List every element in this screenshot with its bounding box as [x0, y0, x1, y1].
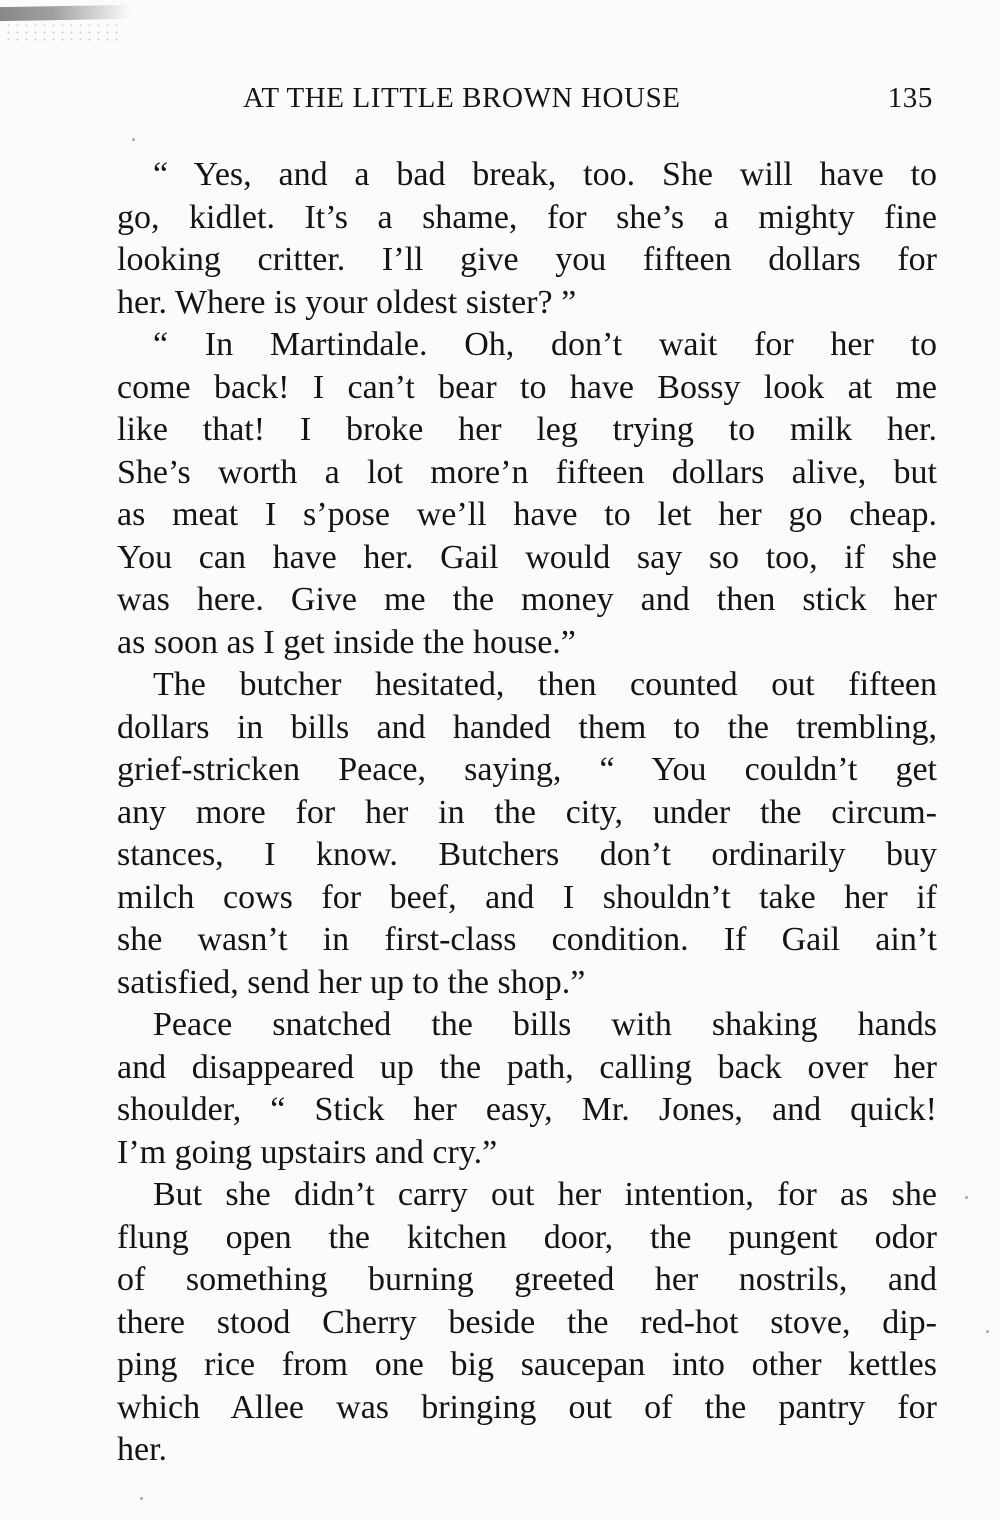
text-line: She’s worth a lot more’n fifteen dollars alive, but: [117, 453, 937, 491]
text-line: there stood Cherry beside the red-hot stove, dip-: [117, 1303, 937, 1341]
scan-speck: [140, 1497, 143, 1500]
text-line: looking critter. I’ll give you fifteen dollars for: [117, 241, 937, 278]
text-line: stances, I know. Butchers don’t ordinarily buy: [117, 836, 937, 873]
text-line: “ In Martindale. Oh, don’t wait for her to: [153, 326, 937, 363]
text-line: “ Yes, and a bad break, too. She will have to: [153, 156, 937, 193]
text-line: as meat I s’pose we’ll have to let her go cheap.: [117, 496, 937, 533]
text-line: of something burning greeted her nostrils, and: [117, 1261, 937, 1298]
text-line: was here. Give me the money and then stick her: [117, 581, 937, 618]
text-line: Peace snatched the bills with shaking hands: [153, 1006, 937, 1043]
text-line: grief-stricken Peace, saying, “ You couldn’t get: [117, 751, 937, 788]
text-line: shoulder, “ Stick her easy, Mr. Jones, and quick!: [117, 1091, 937, 1128]
text-line: ping rice from one big saucepan into other kettles: [117, 1346, 937, 1383]
text-line: any more for her in the city, under the circum-: [117, 793, 937, 831]
text-line: come back! I can’t bear to have Bossy look at me: [117, 368, 937, 406]
text-line: dollars in bills and handed them to the trembling,: [117, 708, 937, 746]
text-line: her. Where is your oldest sister? ”: [117, 283, 577, 321]
scan-artifact: [0, 5, 130, 21]
text-line: satisfied, send her up to the shop.”: [117, 963, 586, 1001]
text-line: But she didn’t carry out her intention, for as she: [153, 1176, 937, 1213]
text-line: she wasn’t in first-class condition. If Gail ain’t: [117, 921, 937, 958]
page-number: 135: [887, 82, 933, 114]
text-line: which Allee was bringing out of the pantry for: [117, 1388, 937, 1426]
scan-noise: [4, 22, 124, 42]
text-line: and disappeared up the path, calling back over her: [117, 1048, 937, 1086]
scan-speck: [965, 1196, 968, 1199]
scan-speck: [986, 1330, 989, 1333]
text-line: like that! I broke her leg trying to milk her.: [117, 411, 937, 448]
text-line: go, kidlet. It’s a shame, for she’s a mighty fine: [117, 198, 937, 236]
text-line: You can have her. Gail would say so too, if she: [117, 538, 937, 576]
page-header: [117, 82, 937, 122]
text-line: The butcher hesitated, then counted out fifteen: [153, 666, 937, 703]
text-line: her.: [117, 1431, 168, 1468]
running-head: AT THE LITTLE BROWN HOUSE: [243, 82, 681, 114]
text-line: milch cows for beef, and I shouldn’t take her if: [117, 878, 937, 916]
body-text: [117, 154, 937, 1472]
text-line: flung open the kitchen door, the pungent odor: [117, 1218, 937, 1256]
text-line: as soon as I get inside the house.”: [117, 623, 576, 661]
scan-speck: [132, 138, 135, 141]
text-line: I’m going upstairs and cry.”: [117, 1133, 498, 1171]
